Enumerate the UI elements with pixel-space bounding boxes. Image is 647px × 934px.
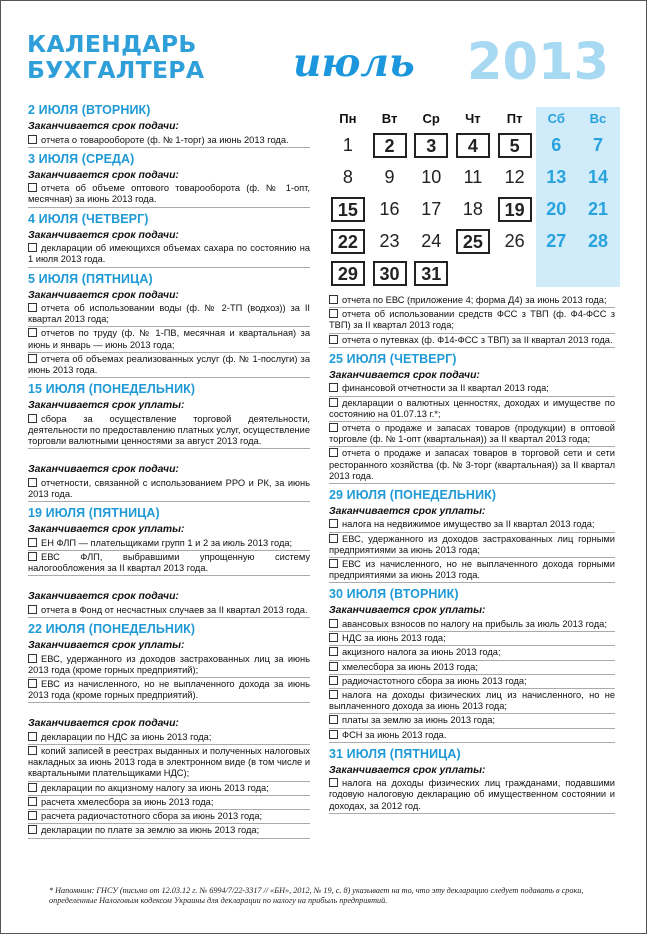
calendar-day [494,193,536,225]
date-heading: 5 ИЮЛЯ (ПЯТНИЦА) [28,271,153,286]
day-number: 20 [546,198,567,219]
day-number: 11 [463,166,483,187]
checkbox-icon [329,309,338,318]
deadline-item-text: хмелесбора за июнь 2013 года; [342,661,478,672]
deadline-item [28,134,310,148]
deadline-item [329,533,615,558]
date-heading: 15 ИЮЛЯ (ПОНЕДЕЛЬНИК) [28,382,196,397]
deadline-item [28,824,310,838]
checkbox-icon [28,797,37,806]
deadline-item-text: налога на доходы физических лиц гражданами, подавшими годовую налоговую декларацию об имущественном состоянии и доходах, за 2012 год. [329,778,615,811]
calendar-day [369,161,411,193]
checkbox-icon [28,303,37,312]
deadline-item [28,678,310,703]
deadline-item [28,242,310,267]
deadline-item-text: налога на доходы физических лиц из начисленного, но не выплаченного дохода за июнь 2013 года; [329,689,615,712]
calendar-day [452,129,494,161]
calendar-day [577,225,619,257]
deadline-item-text: декларации по НДС за июнь 2013 года; [41,731,212,742]
deadline-item-text: ЕВС из начисленного, но не выплаченного дохода горными предприятиями за июнь 2013 года. [329,559,615,581]
checkbox-icon [28,811,37,820]
deadline-item-text: ЕВС ФЛП, выбравшими упрощенную систему налогообложения за II квартал 2013 года. [28,551,310,574]
deadline-day: 2 [373,133,407,158]
year-label: 2013 [467,33,609,92]
day-number: 10 [421,166,442,187]
calendar-day [327,129,369,161]
deadline-item-text: декларации по акцизному налогу за июнь 2013 года; [41,782,269,793]
date-heading: 31 ИЮЛЯ (ПЯТНИЦА) [329,746,461,761]
calendar-day [369,225,411,257]
calendar-day [577,129,619,161]
checkbox-icon [28,746,37,755]
day-number: 9 [384,166,395,187]
deadline-subheading: Заканчивается срок подачи: [28,718,179,730]
day-number: 6 [551,134,562,155]
calendar-day [327,193,369,225]
calendar-day [327,225,369,257]
deadline-item-text: декларации об имеющихся объемах сахара по состоянию на 1 июля 2013 года. [28,243,310,265]
deadline-item-text: налога на недвижимое имущество за II квартал 2013 года; [342,519,595,530]
calendar-day [535,193,577,225]
day-number: 27 [546,230,567,251]
deadline-day: 29 [331,261,365,286]
deadline-item-text: отчета в Фонд от несчастных случаев за II квартал 2013 года. [41,604,308,615]
deadline-item [329,334,615,348]
day-number: 12 [504,166,525,187]
checkbox-icon [329,690,338,699]
date-heading: 29 ИЮЛЯ (ПОНЕДЕЛЬНИК) [329,487,497,502]
deadline-day: 3 [414,133,448,158]
footnote: * Напомним: ГНСУ (письмо от 12.03.12 г. № 6994/7/22-3317 // «БН», 2012, № 19, с. 8) указывает на то, что эту декларацию следует подавать в сроки, определенные Налоговым кодексом Украины для декларации по налогу на прибыль предприятий. [49,886,584,905]
deadline-item-text: расчета радиочастотного сбора за июнь 2013 года; [41,811,263,822]
calendar-day [369,257,411,289]
day-number: 17 [421,198,442,219]
deadline-item-text: ФСН за июнь 2013 года. [342,729,447,740]
checkbox-icon [329,448,338,457]
deadline-item-text: отчета об объеме оптового товарооборота (ф. № 1-опт, месячная) за июнь 2013 года. [28,183,310,205]
calendar-day [577,257,619,289]
deadline-item-text: отчета о товарообороте (ф. № 1-торг) за июнь 2013 года. [41,134,289,145]
deadline-item-text: отчета об использовании средств ФСС з ТВП (ф. Ф4-ФСС з ТВП) за II квартал 2013 года; [329,309,615,331]
day-number: 28 [587,230,608,251]
deadline-subheading: Заканчивается срок уплаты: [28,640,185,652]
day-number: 14 [587,166,608,187]
deadline-item-text: платы за землю за июнь 2013 года; [342,715,496,726]
checkbox-icon [28,243,37,252]
deadline-day: 31 [414,261,448,286]
month-label: июль [293,40,415,86]
calendar-day [410,193,452,225]
group-gap [28,449,310,463]
checkbox-icon [329,730,338,739]
checkbox-icon [28,732,37,741]
deadline-item [329,447,615,484]
deadline-item-text: отчетности, связанной с использованием РРО и РК, за июнь 2013 года. [28,477,310,500]
deadline-item [329,382,615,396]
checkbox-icon [28,825,37,834]
checkbox-icon [28,783,37,792]
date-heading: 4 ИЮЛЯ (ЧЕТВЕРГ) [28,211,149,226]
calendar-week-row [327,257,619,289]
deadline-item [329,308,615,333]
deadline-item-text: декларации по плате за землю за июнь 2013 года; [41,825,260,836]
deadline-subheading: Заканчивается срок уплаты: [329,605,486,617]
calendar-day [535,161,577,193]
calendar-day [494,257,536,289]
deadline-item [329,632,615,646]
checkbox-icon [329,559,338,568]
deadline-item [28,302,310,327]
calendar-day [452,225,494,257]
date-heading: 30 ИЮЛЯ (ВТОРНИК) [329,587,459,602]
deadline-item [28,413,310,450]
deadline-item-text: копий записей в реестрах выданных и полученных налоговых накладных за июнь 2013 года в электронном виде (в том числе и квартальными плательщиками НДС); [28,746,311,779]
weekday-label: Пт [506,110,523,126]
checkbox-icon [329,295,338,304]
calendar-day [577,193,619,225]
deadline-item [28,477,310,502]
checkbox-icon [329,676,338,685]
checkbox-icon [329,778,338,787]
checkbox-icon [329,662,338,671]
left-column [28,99,310,839]
deadline-day: 4 [456,133,490,158]
deadline-item [329,294,615,308]
deadline-subheading: Заканчивается срок уплаты: [28,400,185,412]
day-number: 24 [421,230,442,251]
calendar-day [410,225,452,257]
checkbox-icon [329,619,338,628]
deadline-item [28,745,310,782]
day-number: 18 [462,198,483,219]
weekday-label: Вт [381,110,398,126]
deadline-subheading: Заканчивается срок подачи: [329,369,480,381]
weekday-label: Чт [465,110,481,126]
calendar-day [452,257,494,289]
deadline-item-text: ЕВС из начисленного, но не выплаченного дохода за июнь 2013 года (кроме горных предприятий). [28,678,310,701]
deadline-item-text: отчета о путевках (ф. Ф14-ФСС з ТВП) за II квартал 2013 года. [342,334,613,345]
checkbox-icon [28,679,37,688]
deadline-item [329,422,615,447]
deadline-item-text: отчетов по труду (ф. № 1-ПВ, месячная и квартальная) за июнь и январь — июнь 2013 года; [28,328,310,350]
deadline-item-text: ЕН ФЛП — плательщиками групп 1 и 2 за июль 2013 года; [41,537,293,548]
calendar-day [494,129,536,161]
calendar-day [535,129,577,161]
deadline-item [329,618,615,632]
deadline-item [28,182,310,207]
calendar-week-row [327,193,619,225]
weekday-label: Ср [422,110,440,126]
deadline-item-text: НДС за июнь 2013 года; [342,633,446,644]
deadline-item [329,675,615,689]
day-number: 8 [342,166,353,187]
deadline-item [329,646,615,660]
day-number: 16 [379,198,400,219]
group-gap [28,576,310,590]
deadline-item-text: авансовых взносов по налогу на прибыль за июль 2013 года; [342,618,607,629]
weekday-header-row [327,107,619,129]
checkbox-icon [329,534,338,543]
deadline-item [329,714,615,728]
page-title [27,31,204,83]
weekday-label: Вс [589,110,607,126]
deadline-item [28,537,310,551]
day-number: 7 [592,134,603,155]
month-calendar [327,107,619,289]
checkbox-icon [329,383,338,392]
deadline-item-text: отчета по ЕВС (приложение 4; форма Д4) за июнь 2013 года; [342,295,607,305]
calendar-week-row [327,161,619,193]
checkbox-icon [28,328,37,337]
checkbox-icon [329,633,338,642]
deadline-item [28,810,310,824]
calendar-day [410,161,452,193]
right-column [329,294,615,814]
day-number: 1 [342,134,353,155]
deadline-item-text: ЕВС, удержанного из доходов застрахованных лиц за июнь 2013 года (кроме горных предприятий); [28,653,310,675]
calendar-day [327,161,369,193]
weekday-label: Сб [547,110,565,126]
deadline-item [28,782,310,796]
deadline-day: 25 [456,229,490,254]
deadline-item [28,731,310,745]
deadline-subheading: Заканчивается срок уплаты: [28,524,185,536]
deadline-day: 30 [373,261,407,286]
checkbox-icon [28,478,37,487]
calendar-day [452,161,494,193]
date-heading: 25 ИЮЛЯ (ЧЕТВЕРГ) [329,351,457,366]
group-gap [28,703,310,717]
date-heading: 19 ИЮЛЯ (ПЯТНИЦА) [28,506,160,521]
deadline-item [28,653,310,678]
deadline-item [28,353,310,378]
date-heading: 2 ИЮЛЯ (ВТОРНИК) [28,103,151,117]
date-heading: 22 ИЮЛЯ (ПОНЕДЕЛЬНИК) [28,622,196,637]
deadline-item [329,397,615,422]
deadline-subheading: Заканчивается срок уплаты: [329,764,486,776]
deadline-item [329,777,615,814]
deadline-subheading: Заканчивается срок подачи: [28,169,179,181]
checkbox-icon [329,519,338,528]
checkbox-icon [329,335,338,344]
deadline-item [28,604,310,618]
checkbox-icon [28,183,37,192]
deadline-item [329,689,615,714]
calendar-day [494,161,536,193]
checkbox-icon [28,414,37,423]
calendar-day [369,193,411,225]
deadline-subheading: Заканчивается срок подачи: [28,289,179,301]
deadline-item [329,729,615,743]
calendar-day [535,225,577,257]
deadline-subheading: Заканчивается срок подачи: [28,121,179,132]
day-number: 26 [504,230,525,251]
checkbox-icon [329,423,338,432]
deadline-day: 19 [498,197,532,222]
title-line-1: КАЛЕНДАРЬ [27,30,197,58]
deadline-item-text: расчета хмелесбора за июнь 2013 года; [41,796,214,807]
calendar-day [410,257,452,289]
deadline-item [329,518,615,532]
deadline-item [28,796,310,810]
deadline-item-text: отчета о продаже и запасах товаров (продукции) в оптовой торговле (ф. № 1-опт (квартальная)) за II квартал 2013 года; [329,422,615,445]
calendar-day [410,129,452,161]
deadline-item [329,661,615,675]
deadline-item [329,558,615,583]
calendar-week-row [327,129,619,161]
deadline-item-text: акцизного налога за июнь 2013 года; [342,647,501,658]
deadline-subheading: Заканчивается срок подачи: [28,591,179,603]
day-number: 13 [546,166,567,187]
deadline-item-text: отчета о продаже и запасах товаров в торговой сети и сети ресторанного хозяйства (ф. № 3-торг (квартальная)) за II квартал 2013 года. [329,448,615,481]
deadline-item-text: отчета об объемах реализованных услуг (ф. № 1-послуги) за июнь 2013 года. [28,353,310,376]
checkbox-icon [28,552,37,561]
deadline-subheading: Заканчивается срок подачи: [28,229,179,241]
deadline-item-text: радиочастотного сбора за июнь 2013 года; [342,675,527,686]
deadline-item-text: ЕВС, удержанного из доходов застрахованных лиц горными предприятиями за июнь 2013 года; [329,533,615,555]
checkbox-icon [329,398,338,407]
checkbox-icon [28,605,37,614]
deadline-subheading: Заканчивается срок подачи: [28,464,179,476]
deadline-day: 22 [331,229,365,254]
deadline-item-text: отчета об использовании воды (ф. № 2-ТП (водхоз)) за II квартал 2013 года; [28,303,310,325]
title-line-2: БУХГАЛТЕРА [27,56,205,84]
checkbox-icon [28,135,37,144]
date-heading: 3 ИЮЛЯ (СРЕДА) [28,151,135,166]
deadline-day: 5 [498,133,532,158]
deadline-subheading: Заканчивается срок уплаты: [329,505,486,517]
calendar-day [577,161,619,193]
calendar-day [369,129,411,161]
calendar-day [535,257,577,289]
deadline-item [28,551,310,576]
day-number: 21 [587,198,608,219]
deadline-item-text: финансовой отчетности за II квартал 2013 года; [342,383,549,394]
deadline-day: 15 [331,197,365,222]
deadline-item-text: декларации о валютных ценностях, доходах и имуществе по состоянию на 01.07.13 г.*; [329,397,615,419]
deadline-item-text: сбора за осуществление торговой деятельности, деятельности по предоставлению платных услуг, осуществление торговли валютными ценностями за август 2013 года. [28,413,310,447]
calendar-day [452,193,494,225]
deadline-item [28,327,310,352]
checkbox-icon [28,654,37,663]
checkbox-icon [329,647,338,656]
checkbox-icon [329,715,338,724]
weekday-label: Пн [339,110,357,126]
checkbox-icon [28,538,37,547]
day-number: 23 [379,230,400,251]
calendar-day [327,257,369,289]
calendar-day [494,225,536,257]
calendar-week-row [327,225,619,257]
checkbox-icon [28,354,37,363]
